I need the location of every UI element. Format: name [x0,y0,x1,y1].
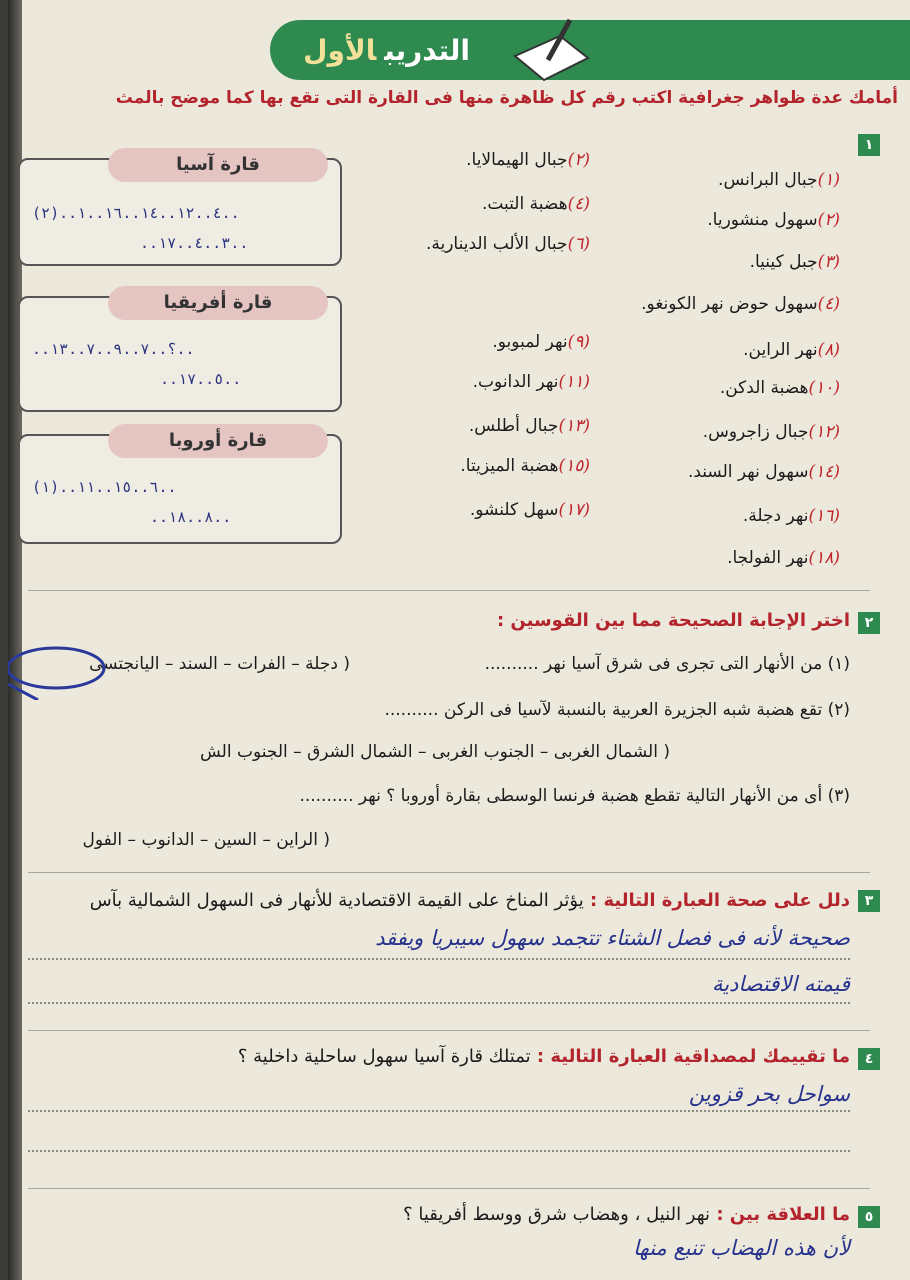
handwritten-answer: سواحل بحر قزوين [688,1082,850,1106]
item-label: جبل كينيا. [749,252,818,272]
answer-mark: (١٤) [808,462,840,482]
handwritten-answer: ..٣..٤..١٧.. [140,234,249,252]
item-label: نهر الفولجا. [727,548,809,568]
handwritten-answer: صحيحة لأنه فى فصل الشتاء تتجمد سهول سيبريا ويفقد [375,926,850,950]
list-item [727,548,840,568]
item-label: هضبة التبت. [481,194,568,214]
question-number-4: ٤ [858,1048,880,1070]
answer-mark: (١٧) [558,500,590,520]
list-item [750,252,840,272]
answer-mark: (١٥) [558,456,590,476]
q3-statement: يؤثر المناخ على القيمة الاقتصادية للأنهار فى السهول الشمالية بآس [89,890,584,911]
answer-mark: (١) [817,170,840,190]
title-second-word: الأول [303,34,377,67]
q5-heading-label: ما العلاقة بين : [716,1204,850,1225]
q2-options-1: ( دجلة – الفرات – السند – اليانجتسى [89,654,350,674]
item-label: جبال الألب الدينارية. [425,234,568,254]
handwritten-answer: ..٨..١٨.. [150,508,232,526]
handwritten-answer: لأن هذه الهضاب تنبع منها [633,1236,850,1260]
q3-heading-label: دلل على صحة العبارة التالية : [590,890,850,911]
list-item [703,422,840,442]
q5-heading [403,1204,850,1225]
q3-heading [90,890,850,911]
handwritten-answer: قيمته الاقتصادية [711,972,850,996]
answer-mark: (١٣) [558,416,590,436]
q4-heading-label: ما تقييمك لمصداقية العبارة التالية : [536,1046,850,1067]
continent-box-europe [18,430,342,544]
workbook-page [8,0,910,1280]
answer-mark: (٢) [817,210,840,230]
page-title [303,34,470,67]
answer-mark: (٤) [567,194,590,214]
handwritten-answer: ..؟..٧..٩..٧..١٣.. [32,340,195,358]
list-item [707,210,840,230]
answer-mark: (١٢) [808,422,840,442]
q2-options-3: ( الراين – السين – الدانوب – الفول [82,830,330,850]
item-label: هضبة الدكن. [719,378,809,398]
list-item [688,462,840,482]
q4-statement: تمتلك قارة آسيا سهول ساحلية داخلية ؟ [237,1046,531,1067]
list-item [469,416,590,436]
list-item [460,456,590,476]
continent-box-africa [18,292,342,412]
handwritten-answer: (١)..٦..١٥..١١.. [32,478,177,496]
q2-options-2: ( الشمال الغربى – الجنوب الغربى – الشمال الشرق – الجنوب الش [200,742,670,762]
circle-annotation [8,640,108,700]
section-divider [28,590,870,591]
item-label: هضبة الميزيتا. [460,456,559,476]
list-item [470,500,590,520]
list-item [426,234,590,254]
q4-heading [238,1046,850,1067]
answer-mark: (٨) [817,340,840,360]
list-item [641,294,840,314]
answer-mark: (١٨) [808,548,840,568]
answer-line [28,1110,850,1112]
answer-mark: (١٦) [808,506,840,526]
answer-mark: (٦) [567,234,590,254]
section-divider [28,1030,870,1031]
item-label: سهول نهر السند. [687,462,809,482]
question-number-1: ١ [858,134,880,156]
answer-line [28,1002,850,1004]
continent-box-asia [18,154,342,266]
list-item [743,340,840,360]
answer-mark: (٢) [567,150,590,170]
q2-line-3: (٣) أى من الأنهار التالية تقطع هضبة فرنسا الوسطى بقارة أوروبا ؟ نهر .......... [299,786,850,806]
item-label: نهر الراين. [743,340,818,360]
answer-line [28,1150,850,1152]
q2-heading: اختر الإجابة الصحيحة مما بين القوسين : [496,610,850,631]
item-label: نهر الدانوب. [472,372,559,392]
answer-mark: (٩) [567,332,590,352]
list-item [718,170,840,190]
handwritten-answer: ..٥..١٧.. [160,370,242,388]
answer-mark: (١٠) [808,378,840,398]
item-label: جبال الهيمالايا. [466,150,568,170]
answer-mark: (٣) [817,252,840,272]
item-label: نهر لمبوبو. [492,332,568,352]
q2-line-2: (٢) تقع هضبة شبه الجزيرة العربية بالنسبة لآسيا فى الركن .......... [384,700,850,720]
list-item [720,378,840,398]
item-label: جبال البرانس. [718,170,818,190]
answer-line [28,958,850,960]
answer-mark: (١١) [558,372,590,392]
box-heading: قارة أوروبا [108,424,328,458]
item-label: نهر دجلة. [742,506,809,526]
title-first-word: التدريب [384,34,470,67]
item-label: سهول حوض نهر الكونغو. [641,294,818,314]
q2-line-1: (١) من الأنهار التى تجرى فى شرق آسيا نهر .......... [484,654,850,674]
q5-statement: نهر النيل ، وهضاب شرق ووسط أفريقيا ؟ [403,1204,711,1225]
list-item [466,150,590,170]
section-divider [28,872,870,873]
list-item [492,332,590,352]
item-label: جبال زاجروس. [702,422,809,442]
list-item [482,194,590,214]
item-label: سهل كلنشو. [469,500,559,520]
section-divider [28,1188,870,1189]
list-item [473,372,590,392]
list-item [743,506,840,526]
instruction-text: أمامك عدة ظواهر جغرافية اكتب رقم كل ظاهرة منها فى القارة التى تقع بها كما موضح بالمث [115,88,898,108]
item-label: سهول منشوريا. [707,210,818,230]
box-heading: قارة آسيا [108,148,328,182]
notebook-pen-icon [510,16,590,86]
question-number-5: ٥ [858,1206,880,1228]
question-number-3: ٣ [858,890,880,912]
question-number-2: ٢ [858,612,880,634]
item-label: جبال أطلس. [468,416,559,436]
handwritten-answer: (٢)..٤..١٢..١٤..١٦..١.. [32,204,240,222]
answer-mark: (٤) [817,294,840,314]
box-heading: قارة أفريقيا [108,286,328,320]
